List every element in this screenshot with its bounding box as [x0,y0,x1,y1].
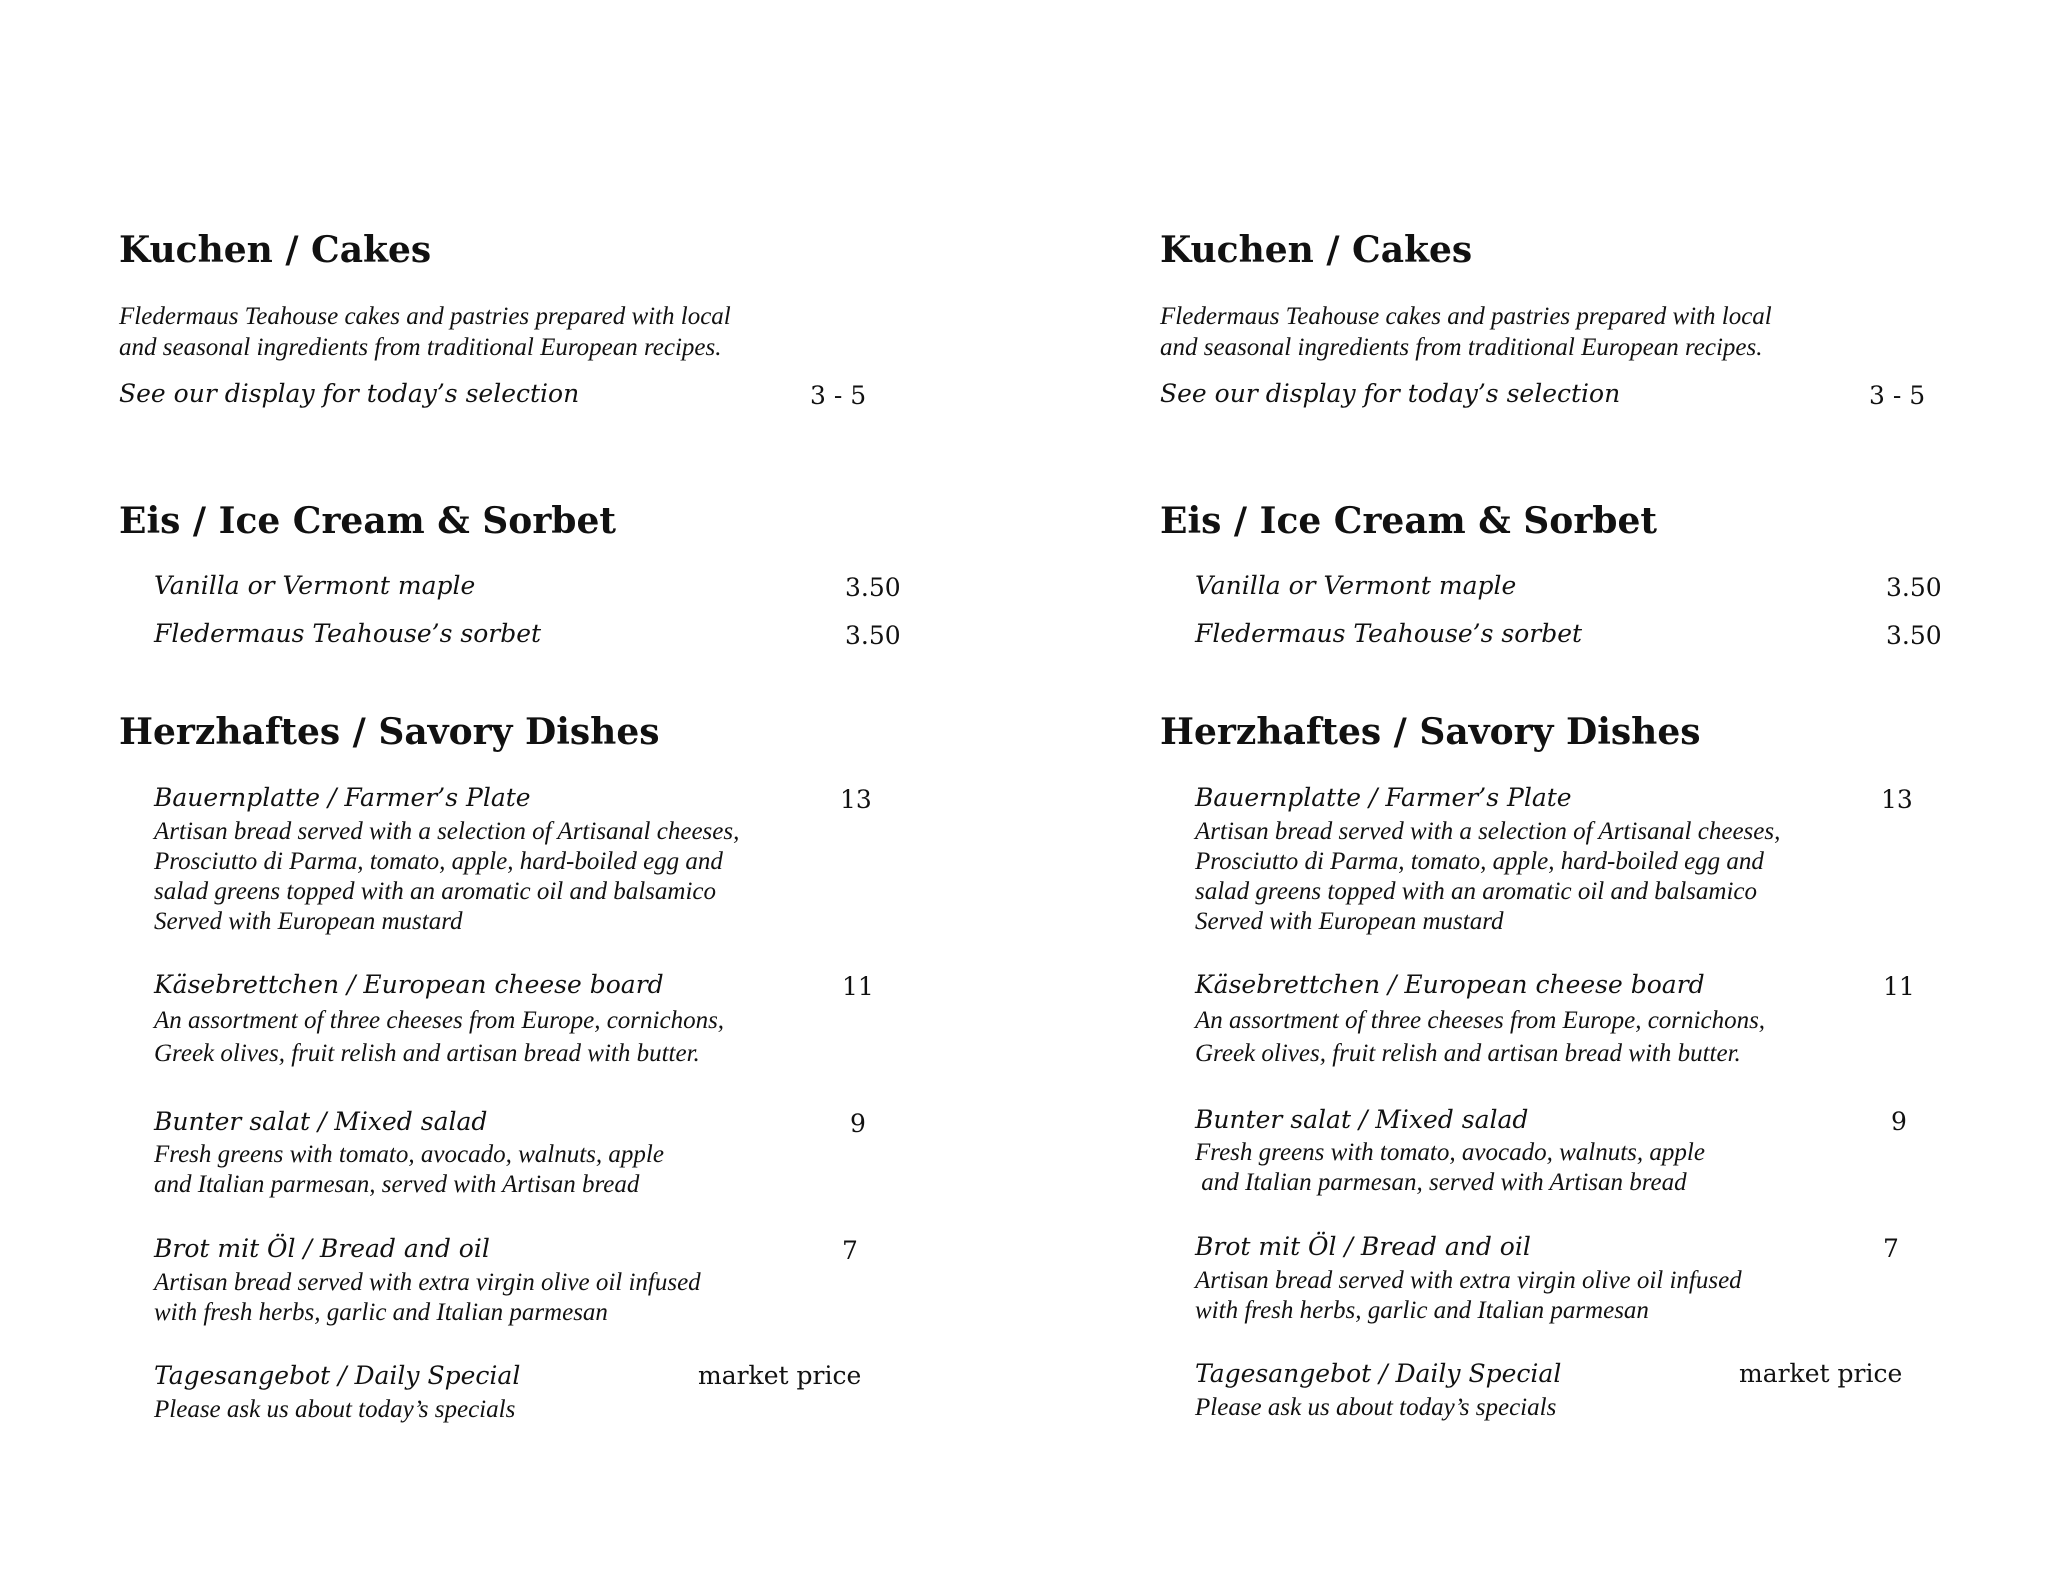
cakes-selection-label: See our display for today’s selection [119,379,580,408]
menu-item-name: Bauernplatte / Farmer’s Plate [154,783,531,812]
menu-item-price: 13 [1881,785,1913,814]
menu-item-name: Brot mit Öl / Bread and oil [154,1234,490,1263]
menu-item-description: An assortment of three cheeses from Europe, cornichons, Greek olives, fruit relish and artisan bread with butter. [154,1007,725,1067]
menu-item-name: Käsebrettchen / European cheese board [154,970,664,999]
menu-item-description: Please ask us about today’s specials [154,1396,516,1423]
menu-item-name: Fledermaus Teahouse’s sorbet [1195,619,1583,648]
menu-item-name: Käsebrettchen / European cheese board [1195,970,1705,999]
menu-item-name: Bunter salat / Mixed salad [1195,1105,1529,1134]
cakes-intro: Fledermaus Teahouse cakes and pastries prepared with local and seasonal ingredients from traditional European recipes. [119,303,731,361]
menu-item-name: Tagesangebot / Daily Special [1195,1359,1562,1388]
menu-item-description: Please ask us about today’s specials [1195,1394,1557,1421]
cakes-heading: Kuchen / Cakes [1160,229,1473,271]
ice-cream-heading: Eis / Ice Cream & Sorbet [1160,500,1657,542]
cakes-intro: Fledermaus Teahouse cakes and pastries prepared with local and seasonal ingredients from traditional European recipes. [1160,303,1772,361]
menu-item-price: 9 [1891,1107,1907,1136]
menu-item-price: 3.50 [845,573,901,602]
cakes-selection-price: 3 - 5 [1869,381,1926,410]
menu-item-price: 9 [850,1109,866,1138]
menu-item-price: 11 [1883,972,1915,1001]
menu-item-price: 3.50 [1886,573,1942,602]
menu-item-description: Artisan bread served with extra virgin olive oil infused with fresh herbs, garlic and Italian parmesan [154,1269,701,1326]
menu-item-name: Vanilla or Vermont maple [1195,571,1517,600]
cakes-selection-price: 3 - 5 [810,381,867,410]
menu-item-name: Brot mit Öl / Bread and oil [1195,1232,1531,1261]
menu-page-right [1041,0,2048,1582]
menu-item-name: Fledermaus Teahouse’s sorbet [154,619,542,648]
savory-heading: Herzhaftes / Savory Dishes [119,711,660,753]
menu-item-description: Artisan bread served with a selection of Artisanal cheeses, Prosciutto di Parma, tomato, apple, hard-boiled egg and salad greens topped with an aromatic oil and balsamico Served with European mustard [154,818,740,935]
menu-item-price: 13 [840,785,872,814]
cakes-heading: Kuchen / Cakes [119,229,432,271]
menu-item-description: An assortment of three cheeses from Europe, cornichons, Greek olives, fruit relish and artisan bread with butter. [1195,1007,1766,1067]
menu-item-name: Bunter salat / Mixed salad [154,1107,488,1136]
menu-item-description: Fresh greens with tomato, avocado, walnuts, apple and Italian parmesan, served with Artisan bread [154,1141,664,1198]
menu-item-price: market price [698,1361,862,1390]
menu-item-name: Tagesangebot / Daily Special [154,1361,521,1390]
menu-item-price: 3.50 [845,621,901,650]
savory-heading: Herzhaftes / Savory Dishes [1160,711,1701,753]
menu-item-price: 11 [842,972,874,1001]
menu-item-price: 7 [842,1236,858,1265]
ice-cream-heading: Eis / Ice Cream & Sorbet [119,500,616,542]
menu-item-price: 7 [1883,1234,1899,1263]
menu-item-description: Artisan bread served with a selection of Artisanal cheeses, Prosciutto di Parma, tomato, apple, hard-boiled egg and salad greens topped with an aromatic oil and balsamico Served with European mustard [1195,818,1781,935]
menu-item-name: Bauernplatte / Farmer’s Plate [1195,783,1572,812]
menu-item-description: Fresh greens with tomato, avocado, walnuts, apple and Italian parmesan, served with Artisan bread [1195,1139,1705,1196]
menu-item-price: 3.50 [1886,621,1942,650]
menu-item-name: Vanilla or Vermont maple [154,571,476,600]
cakes-selection-label: See our display for today’s selection [1160,379,1621,408]
menu-item-description: Artisan bread served with extra virgin olive oil infused with fresh herbs, garlic and Italian parmesan [1195,1267,1742,1324]
menu-item-price: market price [1739,1359,1903,1388]
